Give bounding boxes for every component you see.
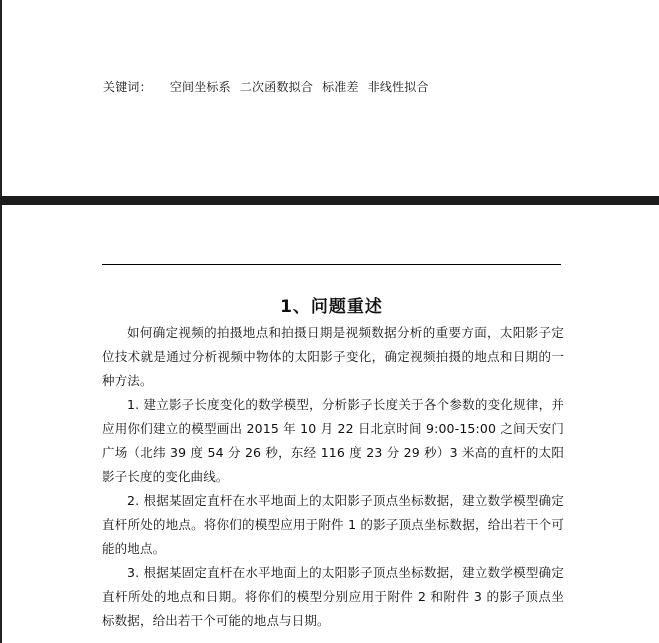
keyword-item: 非线性拟合 (367, 80, 429, 94)
keywords-line (103, 78, 434, 95)
header-rule (102, 264, 561, 265)
section-title: 1、问题重述 (280, 297, 383, 317)
paragraph-task-2: 2. 根据某固定直杆在水平地面上的太阳影子顶点坐标数据，建立数学模型确定直杆所处的地点。将你们的模型应用于附件 1 的影子顶点坐标数据，给出若干个可能的地点。 (102, 493, 564, 556)
page-separator (0, 196, 659, 205)
keyword-item: 空间坐标系 (169, 80, 231, 94)
previous-page (2, 0, 659, 196)
section-body (102, 321, 564, 633)
keyword-item: 标准差 (322, 80, 359, 94)
keywords-label: 关键词： (103, 80, 152, 94)
paragraph-task-1: 1. 建立影子长度变化的数学模型，分析影子长度关于各个参数的变化规律，并应用你们建立的模型画出 2015 年 10 月 22 日北京时间 9:00-15:00 之间天安门广场（北纬 39 度 54 分 26 秒，东经 116 度 23 分 29 秒）3 米高的直杆的太阳影子长度的变化曲线。 (102, 397, 564, 484)
paragraph-task-3: 3. 根据某固定直杆在水平地面上的太阳影子顶点坐标数据，建立数学模型确定直杆所处的地点和日期。将你们的模型分别应用于附件 2 和附件 3 的影子顶点坐标数据，给出若干个可能的地点与日期。 (102, 565, 564, 628)
paragraph-intro: 如何确定视频的拍摄地点和拍摄日期是视频数据分析的重要方面，太阳影子定位技术就是通过分析视频中物体的太阳影子变化，确定视频拍摄的地点和日期的一种方法。 (102, 325, 564, 388)
keyword-item: 二次函数拟合 (239, 80, 314, 94)
